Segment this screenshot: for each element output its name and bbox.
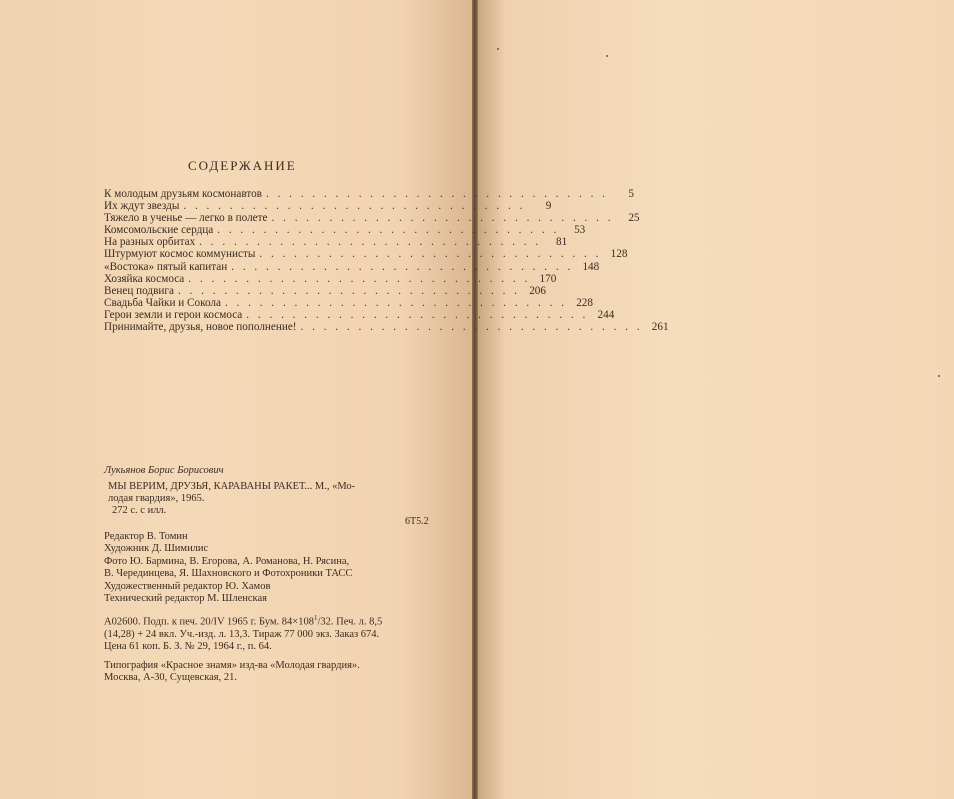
toc-entry-page: 128 [610,248,628,261]
toc-leader-dots: . . . . . . . . . . . . . . . . . . . . . . . . . . . . . . [224,296,567,309]
right-page-blank [477,0,954,799]
toc-entry [104,296,593,309]
toc-leader-dots: . . . . . . . . . . . . . . . . . . . . . . . . . . . . . . [271,212,614,225]
toc-entry [104,236,568,249]
toc-entry [104,212,640,225]
printer-line-2: Москва, А-30, Сущевская, 21. [104,672,238,684]
classification-code: 6Т5.2 [405,516,429,527]
toc-entry-label: К молодым друзьям космонавтов [104,188,262,200]
toc-entry-label: «Востока» пятый капитан [104,260,228,273]
toc-entry-page: 81 [556,236,568,249]
imprint-credits [104,531,352,605]
toc-entry-page: 9 [545,200,552,213]
toc-entry-label: Штурмуют космос коммунисты [104,248,256,261]
toc-entry-page: 5 [628,188,634,200]
toc-entry [104,308,615,321]
toc-leader-dots: . . . . . . . . . . . . . . . . . . . . . . . . . . . . . . [188,272,531,285]
publication-line-2: (14,28) + 24 вкл. Уч.-изд. л. 13,3. Тираж 77 000 экз. Заказ 674. [104,628,380,640]
toc-entry [104,321,669,334]
toc-entry-label: Принимайте, друзья, новое пополнение! [104,321,297,334]
toc-title: СОДЕРЖАНИЕ [188,158,297,173]
credit-art-editor: Художественный редактор Ю. Хамов [104,580,271,592]
toc-leader-dots: . . . . . . . . . . . . . . . . . . . . . . . . . . . . . . [246,308,589,321]
publication-line-3: Цена 61 коп. Б. З. № 29, 1964 г., п. 64. [104,641,272,653]
toc-entry-page: 53 [574,224,586,237]
imprint-title-line-2: лодая гвардия», 1965. [108,493,205,505]
credit-editor: Редактор В. Томин [104,531,188,542]
toc-entry-page: 148 [582,260,600,273]
toc-leader-dots: . . . . . . . . . . . . . . . . . . . . . . . . . . . . . . [300,321,643,334]
toc-entry-label: Свадьба Чайки и Сокола [104,296,221,309]
toc-entry-label: Герои земли и герои космоса [104,308,243,321]
toc-entry [104,248,628,261]
toc-entry [104,224,586,237]
toc-entry-label: Венец подвига [104,284,174,297]
toc-entry [104,260,600,273]
toc-entry-page: 170 [539,272,557,285]
toc-entry-label: Комсомольские сердца [104,224,214,237]
credit-photo-2: В. Черединцева, Я. Шахновского и Фотохроники ТАСС [104,568,353,580]
toc-entry-page: 244 [597,308,615,321]
toc-entry-page: 25 [628,212,640,225]
toc-leader-dots: . . . . . . . . . . . . . . . . . . . . . . . . . . . . . . [199,236,542,249]
imprint-pages: 272 с. с илл. [112,505,167,516]
toc-leader-dots: . . . . . . . . . . . . . . . . . . . . . . . . . . . . . . [231,260,574,273]
toc-leader-dots: . . . . . . . . . . . . . . . . . . . . . . . . . . . . . . [217,224,560,237]
paper-speck [938,375,940,377]
imprint-title [108,481,440,506]
toc-leader-dots: . . . . . . . . . . . . . . . . . . . . . . . . . . . . . . [259,248,602,261]
toc-entry-label: Хозяйка космоса [104,272,185,285]
toc-entry-page: 206 [529,284,546,297]
toc-entry-label: Их ждут звезды [104,200,180,213]
publication-data [104,612,382,654]
printer-line-1: Типография «Красное знамя» изд-ва «Молодая гвардия». [104,660,360,671]
credit-photo-1: Фото Ю. Бармина, В. Егорова, А. Романова, Н. Рясина, [104,555,350,567]
toc-entry [104,200,552,213]
publication-line-1b: /32. Печ. л. 8,5 [317,616,383,628]
toc-entry [104,284,546,297]
toc-entry-label: Тяжело в ученье — легко в полете [104,212,268,225]
paper-speck [606,55,608,57]
toc-entry-page: 261 [651,321,669,334]
book-gutter [472,0,478,799]
publication-line-1-sup: 1 [313,614,318,622]
printer-info [104,660,360,685]
toc-entry [104,272,557,285]
credit-artist: Художник Д. Шимилис [104,543,209,555]
imprint-author: Лукьянов Борис Борисович [104,465,224,476]
table-of-contents [104,188,669,334]
publication-line-1a: А02600. Подп. к печ. 20/IV 1965 г. Бум. 84×108 [104,616,314,628]
publication-line-1 [104,612,382,629]
toc-leader-dots: . . . . . . . . . . . . . . . . . . . . . . . . . . . . . . [177,284,520,297]
toc-entry [104,188,634,200]
toc-entry-label: На разных орбитах [104,236,196,249]
toc-leader-dots: . . . . . . . . . . . . . . . . . . . . . . . . . . . . . . [265,188,608,200]
toc-entry-page: 228 [576,296,593,309]
credit-tech-editor: Технический редактор М. Шленская [104,593,267,605]
toc-leader-dots: . . . . . . . . . . . . . . . . . . . . . . . . . . . . . . [183,200,526,213]
imprint-title-line-1: МЫ ВЕРИМ, ДРУЗЬЯ, КАРАВАНЫ РАКЕТ... М., «Мо- [108,481,356,492]
paper-speck [497,48,499,50]
